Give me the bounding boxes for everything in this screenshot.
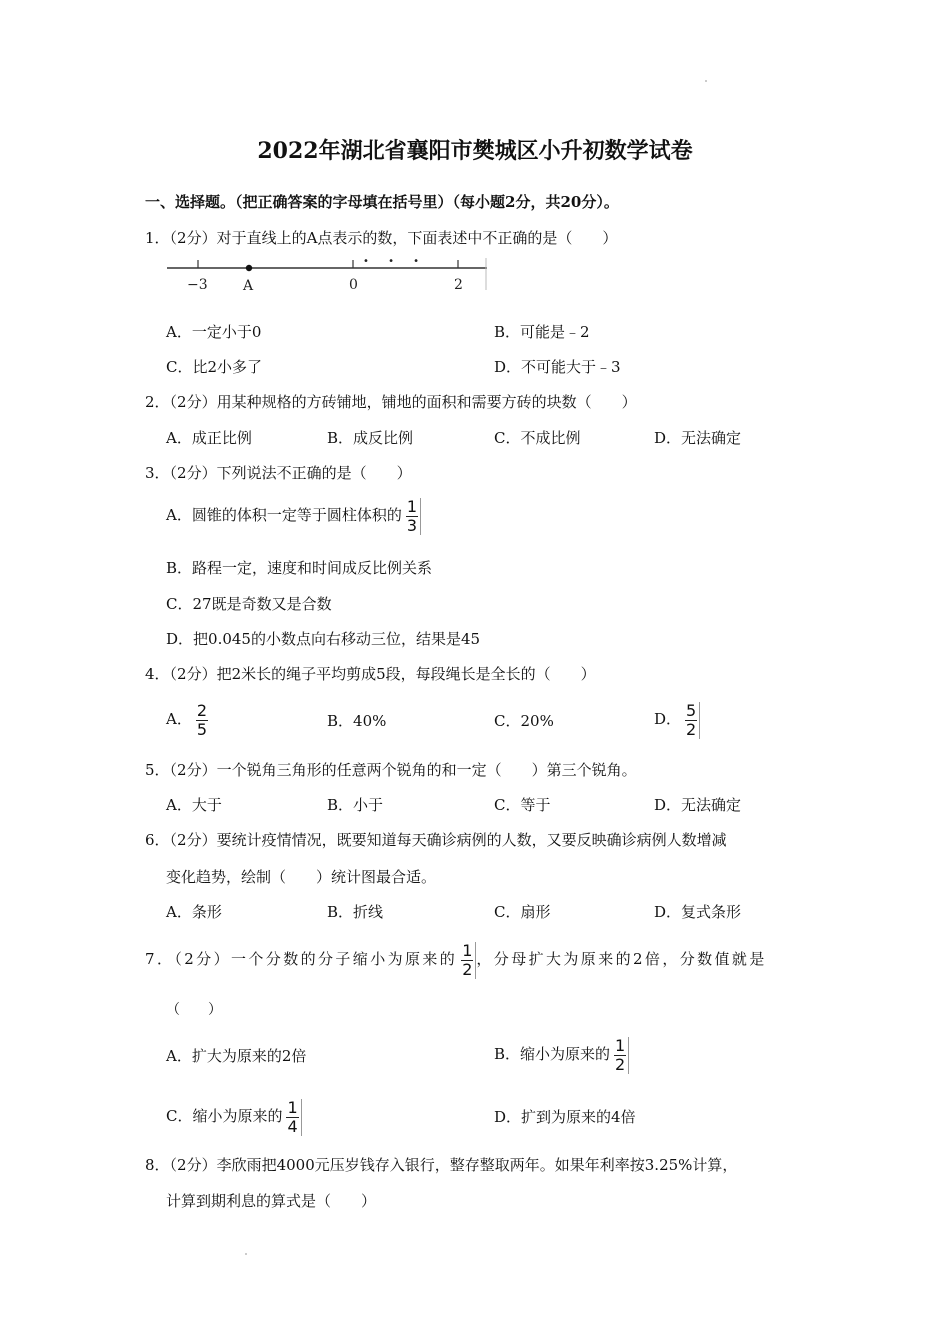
label-0: 0 <box>349 277 358 293</box>
q1-option-b[interactable]: B．可能是﹣2 <box>494 323 590 341</box>
question-6-stem-line-1: 6．（2分）要统计疫情情况，既要知道每天确诊病例的人数，又要反映确诊病例人数增减 <box>145 831 727 849</box>
point-a <box>246 265 252 271</box>
question-5-stem: 5．（2分）一个锐角三角形的任意两个锐角的和一定（ ）第三个锐角。 <box>145 761 637 779</box>
fraction-two-fifths: $\frac{2}{5}$ <box>196 700 208 739</box>
q4-option-a[interactable] <box>166 697 210 741</box>
question-7-stem-line-1 <box>145 937 767 981</box>
question-4-stem: 4．（2分）把2米长的绳子平均剪成5段，每段绳长是全长的（ ） <box>145 665 596 683</box>
q3-option-b[interactable]: B．路程一定，速度和时间成反比例关系 <box>166 559 433 577</box>
q2-option-b[interactable]: B．成反比例 <box>327 429 414 447</box>
q4-option-a-label: A． <box>166 710 192 728</box>
label-dots: • • • <box>363 256 428 267</box>
q3-option-c[interactable]: C．27既是奇数又是合数 <box>166 595 332 613</box>
fraction-one-quarter: $\frac{1}{4}$ <box>284 1099 301 1136</box>
q3-option-d[interactable]: D．把0.045的小数点向右移动三位，结果是45 <box>166 630 481 648</box>
q5-option-a[interactable]: A．大于 <box>166 796 222 814</box>
section-heading: 一、选择题。（把正确答案的字母填在括号里）（每小题2分，共20分）。 <box>145 193 619 211</box>
q5-option-c[interactable]: C．等于 <box>494 796 551 814</box>
q1-option-a[interactable]: A．一定小于0 <box>166 323 262 341</box>
question-8-stem-line-2: 计算到期利息的算式是（ ） <box>166 1192 377 1210</box>
q7-option-b-text: B．缩小为原来的 <box>494 1045 611 1063</box>
question-6-stem-line-2: 变化趋势，绘制（ ）统计图最合适。 <box>166 868 437 886</box>
q6-option-b[interactable]: B．折线 <box>327 903 384 921</box>
fraction-one-third: $\frac{1}{3}$ <box>404 498 421 535</box>
scan-speck <box>245 1253 247 1255</box>
label-a: A <box>243 278 254 294</box>
number-line-figure <box>165 256 490 296</box>
q6-option-a[interactable]: A．条形 <box>166 903 222 921</box>
q3-option-a[interactable] <box>166 495 421 535</box>
fraction-one-half: $\frac{1}{2}$ <box>459 942 476 979</box>
exam-title: 2022年湖北省襄阳市樊城区小升初数学试卷 <box>257 138 693 164</box>
q2-option-d[interactable]: D．无法确定 <box>654 429 742 447</box>
q4-option-c[interactable]: C．20% <box>494 712 554 730</box>
q4-option-d-label: D． <box>654 710 682 728</box>
q7-stem-part-1: 7．（2分）一个分数的分子缩小为原来的 <box>145 950 458 968</box>
question-1-stem: 1．（2分）对于直线上的A点表示的数，下面表述中不正确的是（ ） <box>145 229 618 247</box>
label-minus-3: −3 <box>187 277 208 293</box>
q1-option-d[interactable]: D．不可能大于﹣3 <box>494 358 621 376</box>
question-7-stem-line-2: （ ） <box>166 1002 222 1018</box>
fraction-one-half: $\frac{1}{2}$ <box>612 1037 629 1074</box>
q5-option-b[interactable]: B．小于 <box>327 796 384 814</box>
q2-option-a[interactable]: A．成正比例 <box>166 429 252 447</box>
q5-option-d[interactable]: D．无法确定 <box>654 796 742 814</box>
q4-option-d[interactable] <box>654 697 700 741</box>
q6-option-d[interactable]: D．复式条形 <box>654 903 742 921</box>
q7-option-c-text: C．缩小为原来的 <box>166 1107 283 1125</box>
q7-option-b[interactable] <box>494 1032 629 1076</box>
question-2-stem: 2．（2分）用某种规格的方砖铺地，铺地的面积和需要方砖的块数（ ） <box>145 393 637 411</box>
q3-option-a-text: A．圆锥的体积一定等于圆柱体积的 <box>166 506 402 524</box>
q7-option-a[interactable]: A．扩大为原来的2倍 <box>166 1047 307 1065</box>
scan-speck <box>705 80 707 82</box>
label-2: 2 <box>454 277 463 293</box>
fraction-five-halves: $\frac{5}{2}$ <box>683 702 700 739</box>
q2-option-c[interactable]: C．不成比例 <box>494 429 581 447</box>
q7-option-d[interactable]: D．扩到为原来的4倍 <box>494 1108 636 1126</box>
question-3-stem: 3．（2分）下列说法不正确的是（ ） <box>145 464 412 482</box>
q4-option-b[interactable]: B．40% <box>327 712 387 730</box>
question-8-stem-line-1: 8．（2分）李欣雨把4000元压岁钱存入银行，整存整取两年。如果年利率按3.25%计算， <box>145 1156 738 1174</box>
q6-option-c[interactable]: C．扇形 <box>494 903 551 921</box>
q7-option-c[interactable] <box>166 1094 302 1138</box>
q1-option-c[interactable]: C．比2小多了 <box>166 358 263 376</box>
q7-stem-part-2: ，分母扩大为原来的2倍，分数值就是 <box>476 950 767 968</box>
